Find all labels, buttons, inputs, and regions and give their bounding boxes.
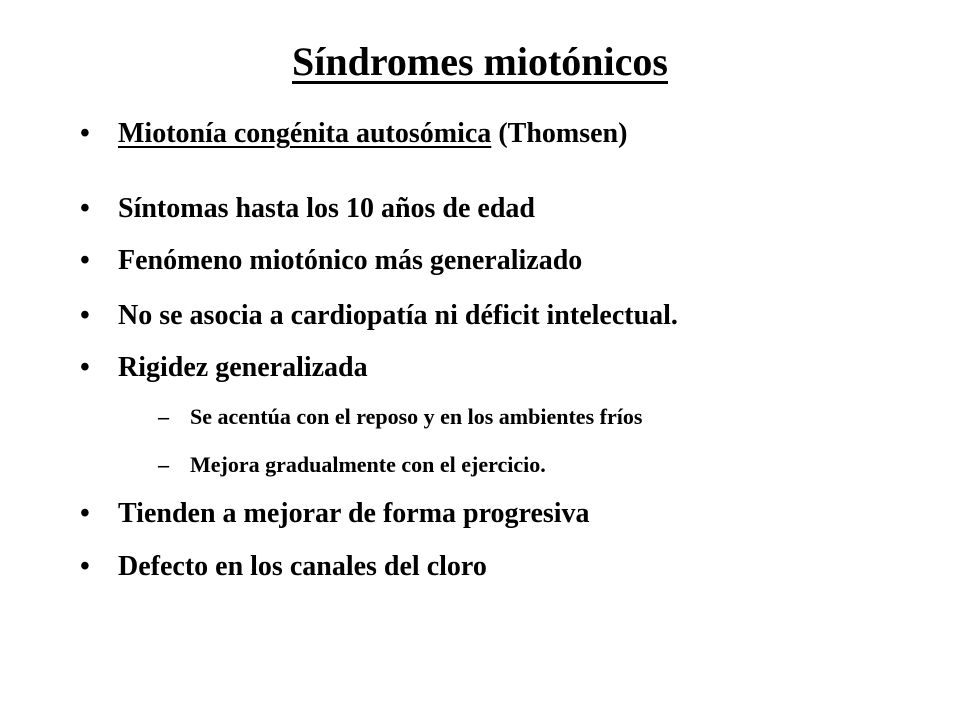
bullet-symbol: • xyxy=(80,193,90,224)
bullet-symbol: • xyxy=(80,300,90,331)
bullet-symbol: • xyxy=(80,498,90,529)
bullet-symbol: • xyxy=(80,118,90,149)
bullet-text-rest: (Thomsen) xyxy=(491,118,628,149)
dash-symbol: – xyxy=(158,452,169,477)
bullet-symbol: • xyxy=(80,551,90,582)
bullet-text: Tienden a mejorar de forma progresiva xyxy=(118,498,590,529)
bullet-symbol: • xyxy=(80,352,90,383)
bullet-text: Rigidez generalizada xyxy=(118,352,368,383)
bullet-text: Defecto en los canales del cloro xyxy=(118,551,487,582)
bullet-text: Síntomas hasta los 10 años de edad xyxy=(118,193,535,224)
slide-title xyxy=(0,36,960,88)
bullet-symbol: • xyxy=(80,245,90,276)
bullet-text-underlined: Miotonía congénita autosómica xyxy=(118,118,492,149)
bullet-text: No se asocia a cardiopatía ni déficit intelectual. xyxy=(118,300,678,331)
slide-title-text: Síndromes miotónicos xyxy=(292,39,668,84)
sub-bullet-text: Se acentúa con el reposo y en los ambientes fríos xyxy=(190,404,643,429)
bullet-text xyxy=(118,116,627,152)
sub-bullet-text: Mejora gradualmente con el ejercicio. xyxy=(190,452,546,477)
dash-symbol: – xyxy=(158,404,169,429)
bullet-text: Fenómeno miotónico más generalizado xyxy=(118,245,583,276)
